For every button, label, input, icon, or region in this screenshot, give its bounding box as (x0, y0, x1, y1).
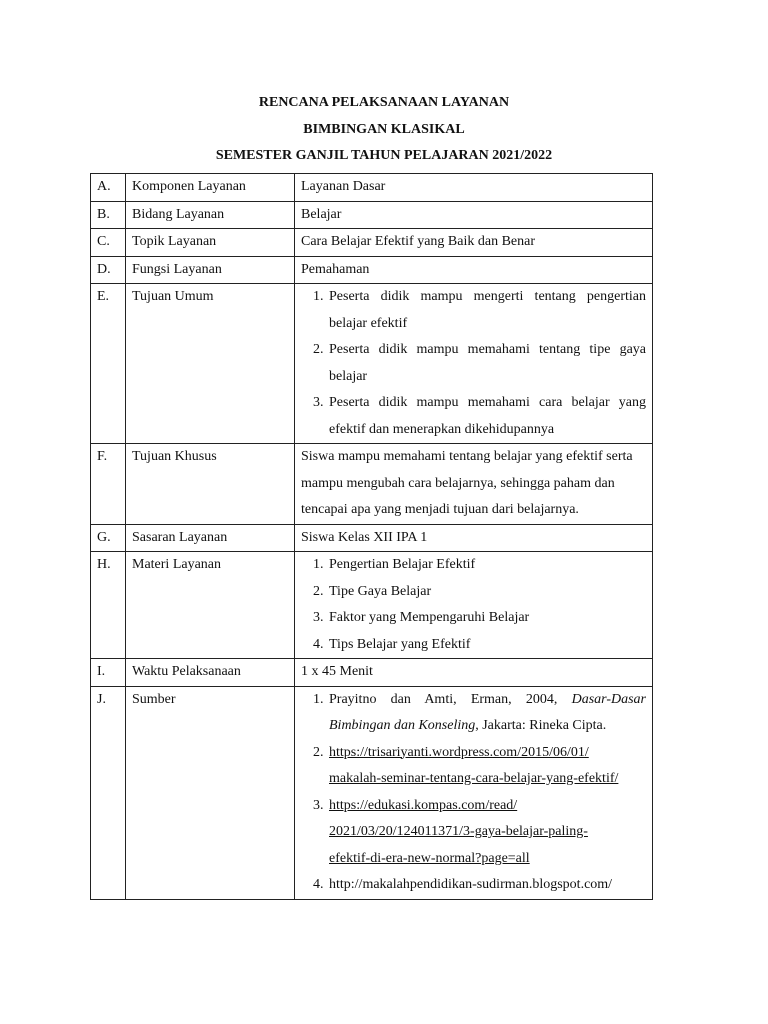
row-value: 1 x 45 Menit (295, 659, 653, 687)
table-row-h (91, 552, 653, 659)
row-label: Bidang Layanan (126, 201, 295, 229)
book-title: Dasar-Dasar Bimbingan dan Konseling (329, 691, 646, 733)
list-item: 3. Peserta didik mampu memahami cara belajar yang efektif dan menerapkan dikehidupannya (327, 390, 646, 443)
row-label: Komponen Layanan (126, 174, 295, 202)
row-value (295, 284, 653, 444)
table-row-i (91, 659, 653, 687)
table-row-a (91, 174, 653, 202)
list-item: 3. Faktor yang Mempengaruhi Belajar (327, 605, 646, 632)
list-item: 2. Peserta didik mampu memahami tentang tipe gaya belajar (327, 337, 646, 390)
table-row-c (91, 229, 653, 257)
list-item: 1. Peserta didik mampu mengerti tentang pengertian belajar efektif (327, 284, 646, 337)
row-letter: F. (91, 444, 126, 525)
tujuan-umum-list (301, 284, 646, 443)
row-value: Siswa mampu memahami tentang belajar yang efektif serta mampu mengubah cara belajarnya, sehingga paham dan tencapai apa yang menjadi tujuan dari belajarnya. (295, 444, 653, 525)
row-letter: I. (91, 659, 126, 687)
title-line-1: RENCANA PELAKSANAAN LAYANAN (258, 95, 510, 110)
row-label: Tujuan Khusus (126, 444, 295, 525)
row-value: Siswa Kelas XII IPA 1 (295, 524, 653, 552)
row-value (295, 686, 653, 899)
link-text: https://trisariyanti.wordpress.com/2015/06/01/ (329, 744, 589, 760)
table-row-f (91, 444, 653, 525)
source-link[interactable] (329, 745, 618, 787)
table-row-d (91, 256, 653, 284)
materi-list (301, 552, 646, 658)
row-label: Materi Layanan (126, 552, 295, 659)
row-value (295, 552, 653, 659)
table-row-b (91, 201, 653, 229)
source-item (327, 793, 646, 873)
row-letter: B. (91, 201, 126, 229)
source-item (327, 687, 646, 740)
row-letter: G. (91, 524, 126, 552)
row-label: Waktu Pelaksanaan (126, 659, 295, 687)
source-text: Prayitno dan Amti, Erman, 2004, (329, 691, 572, 707)
row-label: Topik Layanan (126, 229, 295, 257)
title-line-3: SEMESTER GANJIL TAHUN PELAJARAN 2021/2022 (215, 148, 553, 163)
row-letter: J. (91, 686, 126, 899)
row-letter: D. (91, 256, 126, 284)
row-label: Sasaran Layanan (126, 524, 295, 552)
title-line-2: BIMBINGAN KLASIKAL (303, 121, 465, 137)
source-item (327, 740, 646, 793)
row-label: Sumber (126, 686, 295, 899)
table-row-g (91, 524, 653, 552)
link-text: makalah-seminar-tentang-cara-belajar-yang-efektif/ (329, 771, 619, 786)
link-text: 2021/03/20/124011371/3-gaya-belajar-paling- (329, 824, 588, 839)
row-value: Pemahaman (295, 256, 653, 284)
row-letter: H. (91, 552, 126, 659)
link-text: efektif-di-era-new-normal?page=all (329, 850, 530, 866)
table-row-e (91, 284, 653, 444)
document-title (0, 90, 768, 170)
row-value: Cara Belajar Efektif yang Baik dan Benar (295, 229, 653, 257)
row-value: Layanan Dasar (295, 174, 653, 202)
link-text: https://edukasi.kompas.com/read/ (329, 797, 518, 813)
source-link[interactable] (329, 798, 588, 866)
sumber-list (301, 687, 646, 899)
table-row-j (91, 686, 653, 899)
list-item: 2. Tipe Gaya Belajar (327, 579, 646, 606)
row-label: Fungsi Layanan (126, 256, 295, 284)
source-text: , Jakarta: Rineka Cipta. (475, 718, 607, 733)
list-item: 4. Tips Belajar yang Efektif (327, 632, 646, 659)
row-letter: E. (91, 284, 126, 444)
list-item: 1. Pengertian Belajar Efektif (327, 552, 646, 579)
rpl-table (90, 173, 653, 900)
row-letter: C. (91, 229, 126, 257)
row-label: Tujuan Umum (126, 284, 295, 444)
row-value: Belajar (295, 201, 653, 229)
source-item: 4. http://makalahpendidikan-sudirman.blogspot.com/ (327, 872, 646, 899)
row-letter: A. (91, 174, 126, 202)
